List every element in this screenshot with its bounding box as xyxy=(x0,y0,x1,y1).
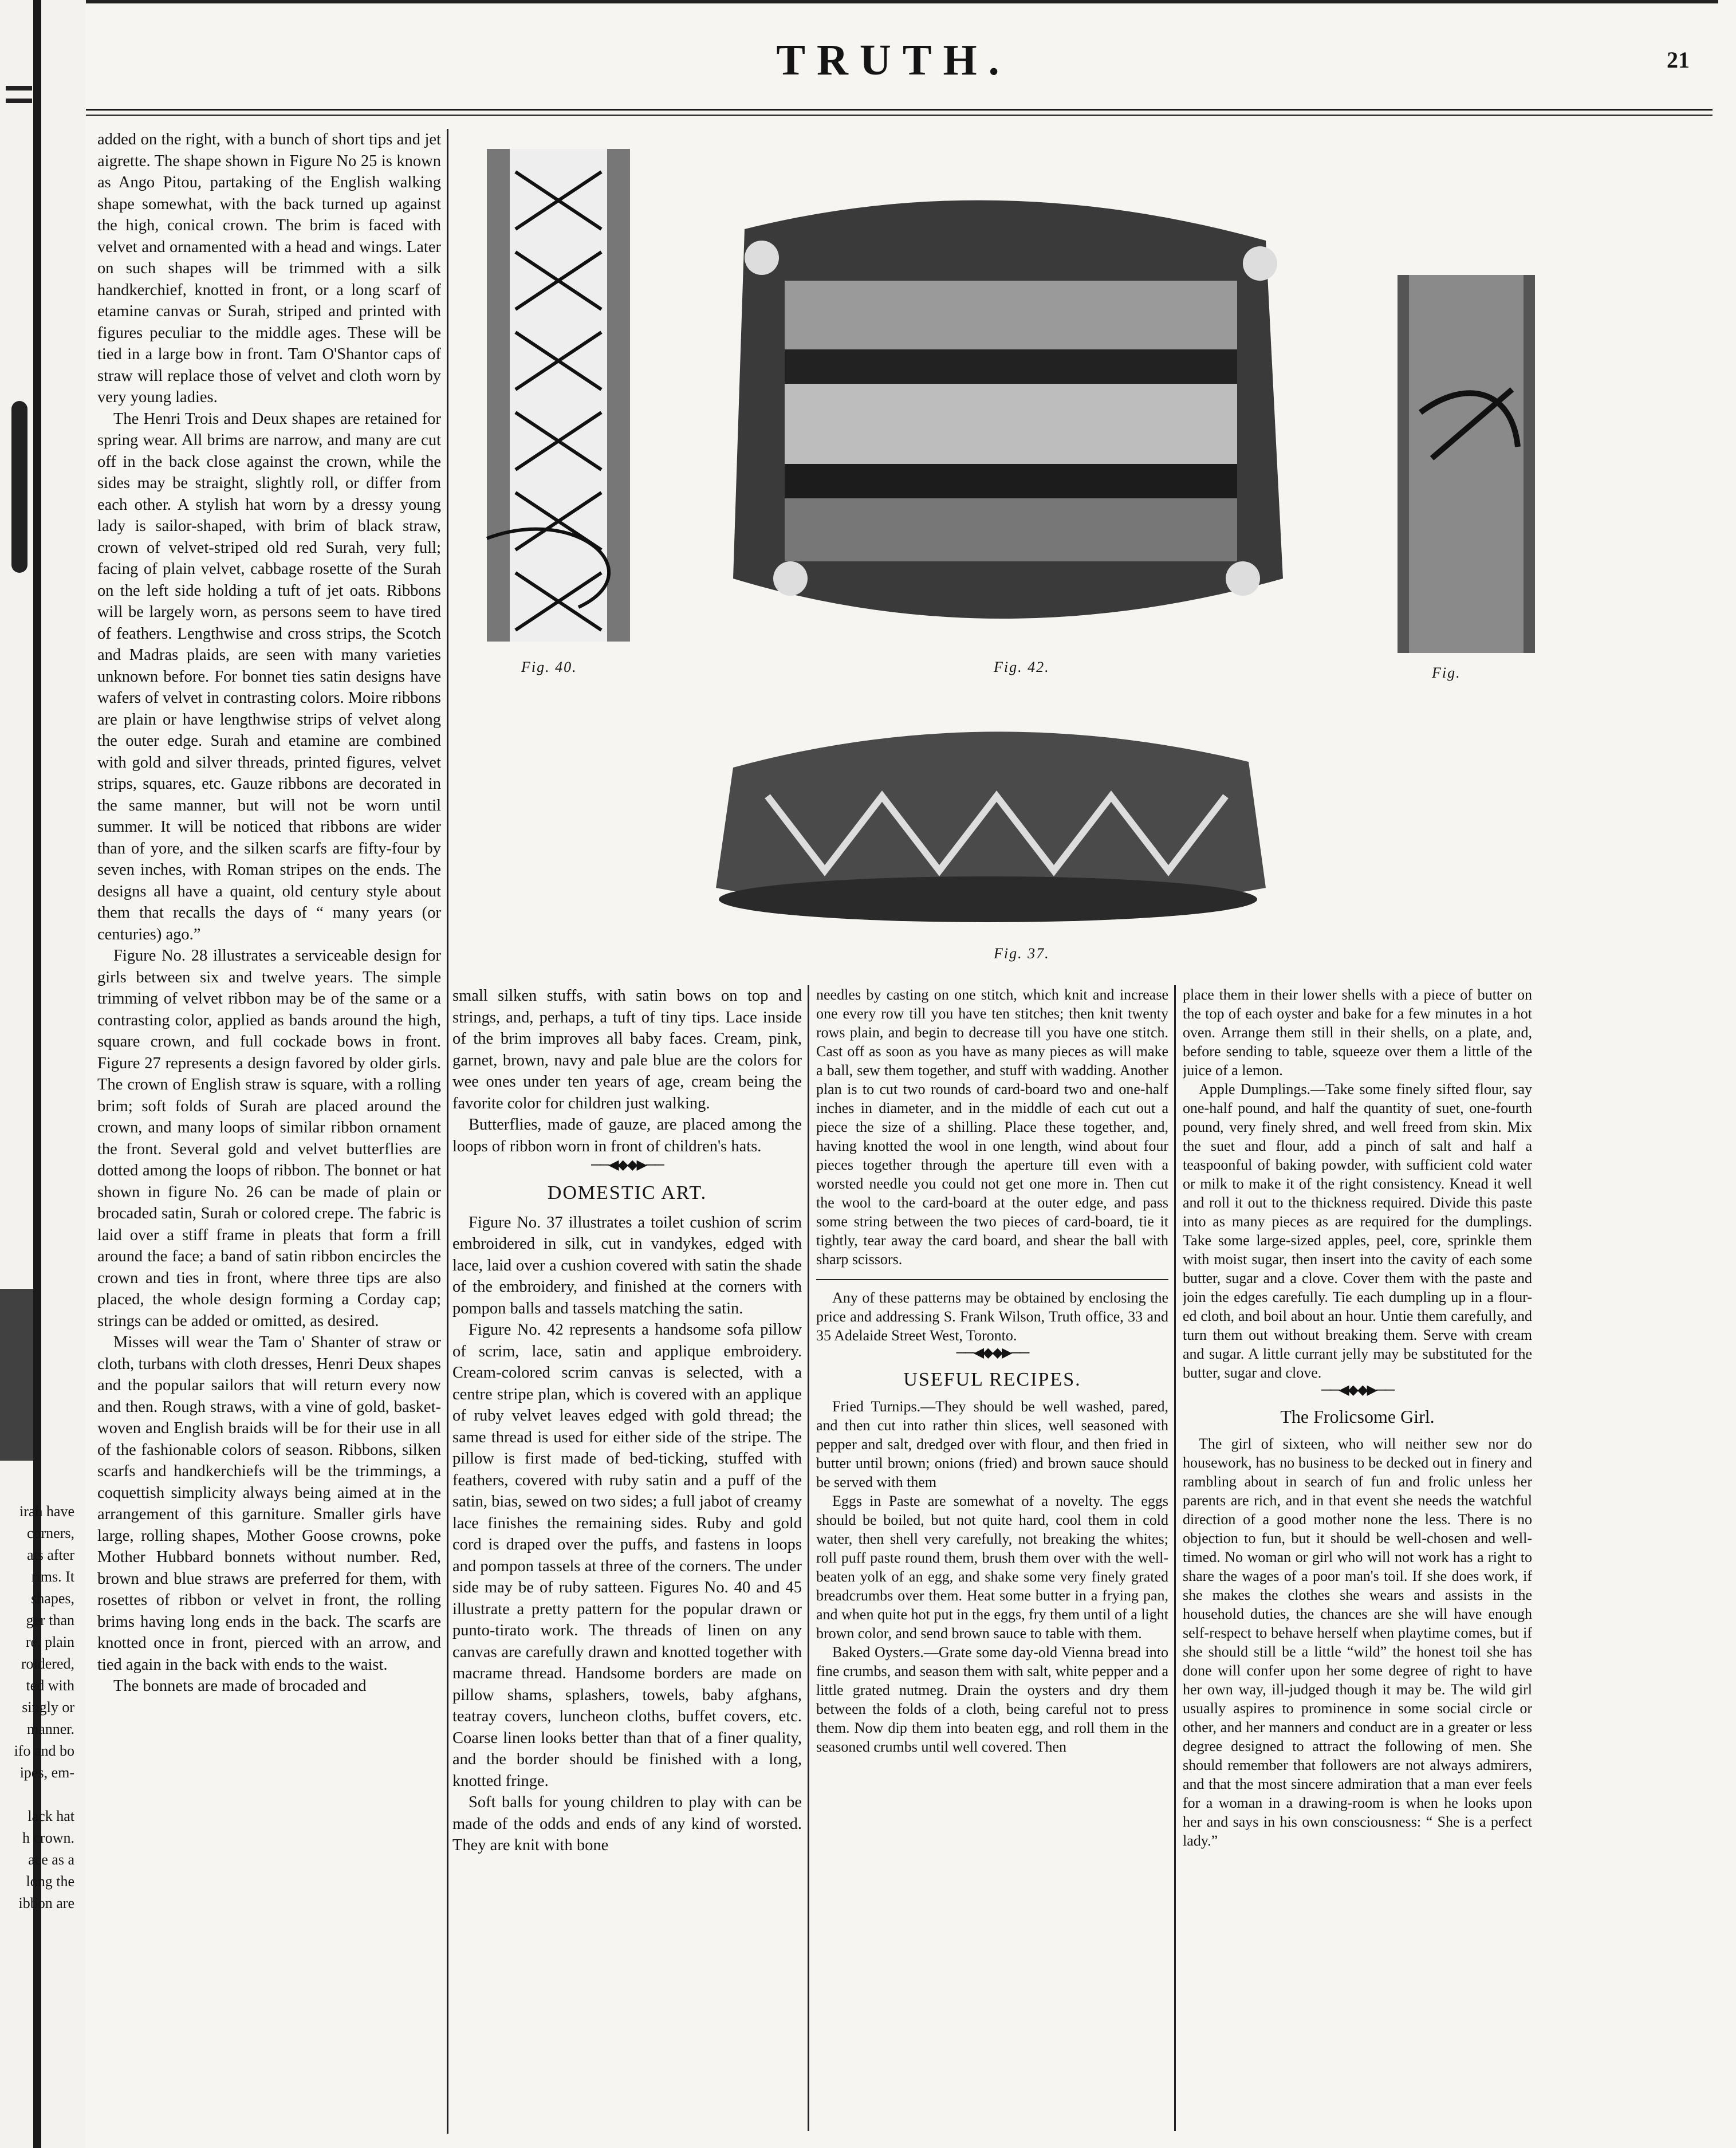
figure-40-caption: Fig. 40. xyxy=(521,659,577,675)
masthead: TRUTH. xyxy=(776,36,1011,84)
figure-42-caption: Fig. 42. xyxy=(994,659,1050,675)
divider-ornament: ──◀◆◆▶── xyxy=(591,1158,663,1173)
paragraph: Misses will wear the Tam o' Shanter of straw or cloth, turbans with cloth dresses, Henri Deux shapes and the popular sailors that will return every now and then. Rough straws, with a vine of gold, basket-woven and English braids will be for their use in all of the fashionable colors of season. Ribbons, silken scarfs and handkerchiefs will be the trimmings, a coquettish simplicity always being aimed at in the arrangement of this garniture. Smaller girls have large, rolling shapes, Mother Goose crowns, poke Mother Hubbard bonnets without number. Red, brown and blue straws are preferred for them, with rosettes of ribbon or velvet in front, the rolling brims having long ends in the back. The scarfs are knotted once in front, pierced with an arrow, and tied again in the back with ends to the waist. xyxy=(97,1333,441,1674)
column-4 xyxy=(1183,985,1532,2131)
column-1 xyxy=(97,129,441,2134)
fragment-line: irah have xyxy=(19,1503,74,1520)
fragment-line: rims. It xyxy=(31,1568,74,1585)
paragraph: needles by casting on one stitch, which knit and increase one every row till you have ten stitches; then knit twenty rows plain, and begin to decrease till you have one stitch. Cast off as soon as you have as many pieces as will make a ball, sew them together, and stuff with wadding. Another plan is to cut two rounds of card-board two and one-half inches in diameter, and in the middle of each cut out a piece the size of a shilling. Place these together, and, having knotted the wool in one length, wind about four pieces together through the aperture till even with a worsted needle you could not get one more in. Then cut the wool to the card-board at the outer edge, and pass some string between the two pieces of card-board, tie it tightly, tear away the card board, and shear the ball with sharp scissors. xyxy=(816,986,1168,1268)
paragraph: Butterflies, made of gauze, are placed among the loops of ribbon worn in front of children's hats. xyxy=(452,1116,802,1155)
divider-ornament xyxy=(816,1279,1168,1282)
fragment-line: ats after xyxy=(26,1547,74,1563)
paragraph: Figure No. 37 illustrates a toilet cushion of scrim embroidered in silk, cut in vandykes, edged with lace, laid over a cushion covered with satin the shade of the embroidery, and finished at the corners with pompon balls and tassels matching the satin. xyxy=(452,1213,802,1317)
figure-partial-drawn-work xyxy=(1398,275,1535,653)
column-rule xyxy=(447,129,448,2134)
paragraph: place them in their lower shells with a piece of butter on the top of each oyster and bake for a few minutes in a hot oven. Arrange them still in their shells, on a plate, and, before sending to table, squeeze over them a little of the juice of a lemon. xyxy=(1183,986,1532,1079)
edge-mark xyxy=(6,99,32,103)
paragraph: Any of these patterns may be obtained by enclosing the price and addressing S. Frank Wilson, Truth office, 33 and 35 Adelaide Street West, Toronto. xyxy=(816,1289,1168,1344)
header-rule-double xyxy=(86,115,1713,116)
paragraph: Fried Turnips.—They should be well washed, pared, and then cut into rather thin slices, well seasoned with pepper and salt, dredged over with flour, and then fried in butter until brown; onions (fried) and brown sauce should be served with them xyxy=(816,1398,1168,1490)
paragraph: The girl of sixteen, who will neither sew nor do housework, has no business to be decked out in finery and rambling about in search of fun and frolic unless her parents are rich, and in that event she needs the watchful direction of a good mother none the less. There is no objection to fun, but it should be well-chosen and well-timed. No woman or girl who will not work has a right to share the wages of a poor man's toil. If she does work, if she makes the clothes she wears and assists in the household duties, the chances are she will have enough self-respect to behave herself when playtime comes, but if she should still be a little “wild” the honest toil she has done will confer upon her some degree of right to have her own way, ill-judged though it may be. The wild girl usually aspires to prominence in some social circle or other, and her manners and conduct are in a greater or less degree designed to attract the following of men. She should remember that followers are not always admirers, and that the most sincere admiration that a man ever feels for a woman in a drawing-room is when he looks upon her and says in his own consciousness: “ She is a perfect lady.” xyxy=(1183,1435,1532,1849)
adjacent-page-fragments xyxy=(0,1501,74,1914)
column-rule xyxy=(808,985,809,2131)
fragment-line: ifo and bo xyxy=(14,1742,74,1759)
figure-40-drawn-work xyxy=(464,137,653,653)
figure-42-sofa-pillow xyxy=(710,143,1300,653)
paragraph: Soft balls for young children to play with can be made of the odds and ends of any kind of worsted. They are knit with bone xyxy=(452,1793,802,1854)
edge-mark xyxy=(6,86,32,91)
top-rule xyxy=(86,0,1718,3)
fragment-line: singly or xyxy=(22,1699,74,1716)
fragment-line: lack hat xyxy=(27,1808,74,1824)
paragraph: Figure No. 42 represents a handsome sofa pillow of scrim, lace, satin and applique embroidery. Cream-colored scrim canvas is selected, with a centre stripe plan, which is covered with an applique of ruby velvet leaves edged with gold thread; the same thread is used for either side of the stripe. The pillow is first made of bed-ticking, stuffed with feathers, covered with ruby satin and a puff of the satin, bias, sewed on two sides; a full jabot of creamy lace finishes the remaining sides. Ruby and gold cord is draped over the puffs, and fastens in loops and pompon tassels at three of the corners. The under side may be of ruby satteen. Figures No. 40 and 45 illustrate a pretty pattern for the popular drawn or punto-tirato work. The threads of linen on any canvas are carefully drawn and knotted together with macrame thread. Handsome borders are made on pillow shams, splashers, towels, baby afghans, teatray covers, luncheon cloths, buffet covers, etc. Coarse linen looks better than that of a finer quality, and the border should be finished with a long, knotted fringe. xyxy=(452,1321,802,1790)
paragraph: Baked Oysters.—Grate some day-old Vienna bread into fine crumbs, and season them with salt, white pepper and a little grated nutmeg. Drain the oysters and dry them between the folds of a cloth, being careful not to press them. Now dip them into beaten egg, and roll them in the seasoned crumbs until well covered. Then xyxy=(816,1644,1168,1755)
paragraph: Figure No. 28 illustrates a serviceable design for girls between six and twelve years. The simple trimming of velvet ribbon may be of the same or a contrasting color, applied as bands around the high, square crown, and full cockade bows in front. Figure 27 represents a design favored by older girls. The crown of English straw is square, with a rolling brim; soft folds of Surah are placed around the crown, and many loops of similar ribbon ornament the front. Several gold and velvet butterflies are dotted among the loops of ribbon. The bonnet or hat shown in figure No. 26 can be made of plain or brocaded satin, Surah or colored crepe. The fabric is laid over a stiff frame in pleats that form a frill around the face; a band of satin ribbon encircles the crown and ties in front, where three tips are also placed, the whole design forming a Corday cap; strings can be added or omitted, as desired. xyxy=(97,947,441,1330)
fragment-line: corners, xyxy=(26,1525,74,1541)
fragment-line: ipes, em- xyxy=(19,1764,74,1781)
paragraph: Eggs in Paste are somewhat of a novelty. The eggs should be boiled, but not quite hard, cool them in cold water, then shell very carefully, not breaking the whites; roll puff paste round them, brush them over with the well-beaten yolk of an egg, and shake some very finely grated breadcrumbs over them. Heat some butter in a frying pan, and when quite hot put in the eggs, fry them until of a light brown color, and send brown sauce to table with them. xyxy=(816,1493,1168,1642)
fragment-line xyxy=(0,1784,74,1805)
paragraph: The bonnets are made of brocaded and xyxy=(113,1677,367,1695)
paragraph: added on the right, with a bunch of short tips and jet aigrette. The shape shown in Figure No 25 is known as Ango Pitou, partaking of the English walking shape somewhat, with the back turned up against the high, conical crown. The brim is faced with velvet and ornamented with a head and wings. Later on such shapes will be trimmed with a silk handkerchief, knotted in front, or a long scarf of etamine canvas or Surah, striped and printed with figures peculiar to the middle ages. These will be tied in a large bow in front. Tam O'Shantor caps of straw will replace those of velvet and cloth worn by very young ladies. xyxy=(97,131,441,406)
fragment-line: ger than xyxy=(26,1612,74,1628)
edge-illustration-fragment xyxy=(0,1289,33,1461)
paragraph: The Henri Trois and Deux shapes are retained for spring wear. All brims are narrow, and many are cut off in the back close against the crown, while the sides may be straight, slightly roll, or differ from each other. A stylish hat worn by a dressy young lady is sailor-shaped, with brim of black straw, crown of velvet-striped old red Surah, very full; facing of plain velvet, cabbage rosette of the Surah on the left side holding a tuft of jet oats. Ribbons will be largely worn, as persons seem to have tired of feathers. Lengthwise and cross strips, the Scotch and Madras plaids, are seen with many varieties unknown before. For bonnet ties satin designs have wafers of velvet in contrasting colors. Moire ribbons are plain or have lengthwise strips of velvet along the outer edge. Surah and etamine are combined with gold and silver threads, printed figures, velvet strips, squares, etc. Gauze ribbons are decorated in the same manner, but will not be worn until summer. It will be noticed that ribbons are wider than of yore, and the silken scarfs are fifty-four by seven inches, with Roman stripes on the ends. The designs all have a quaint, old century style about them that recalls the days of “ many years (or centuries) ago.” xyxy=(97,410,441,943)
header-rule xyxy=(86,109,1713,111)
fragment-line: h crown. xyxy=(22,1830,74,1846)
heading-frolicsome-girl: The Frolicsome Girl. xyxy=(1280,1406,1435,1427)
paragraph: Apple Dumplings.—Take some finely sifted flour, say one-half pound, and half the quantity of suet, one-fourth pound, very finely shred, and well freed from skin. Mix the suet and flour, add a pinch of salt and half a teaspoonful of baking powder, with sufficient cold water or milk to make it of the right consistency. Knead it well and roll it out to the thickness required. Divide this paste into as many pieces as are required for the dumplings. Take some large-sized apples, peel, core, sprinkle them with moist sugar, then insert into the cavity of each some butter, sugar and a clove. Cover them with the paste and join the edges carefully. Tie each dumpling up in a flour-ed cloth, and boil about an hour. Untie them carefully, and turn them out without breaking them. Serve with cream and sugar. A little currant jelly may be substituted for the butter, sugar and clove. xyxy=(1183,1081,1532,1381)
fragment-line: roidered, xyxy=(21,1655,74,1672)
paragraph: small silken stuffs, with satin bows on top and strings, and, perhaps, a tuft of tiny tips. Lace inside of the brim improves all baby faces. Cream, pink, garnet, brown, navy and pale blue are the colors for wee ones under ten years of age, cream being the favorite color for children just walking. xyxy=(452,987,802,1112)
column-3 xyxy=(816,985,1168,2131)
figure-37-caption: Fig. 37. xyxy=(994,945,1050,962)
fragment-line: long the xyxy=(26,1873,74,1890)
fragment-line: manner. xyxy=(26,1721,74,1737)
fragment-line: ace as a xyxy=(28,1851,74,1868)
fragment-line: shapes, xyxy=(31,1590,74,1607)
page-header xyxy=(86,34,1701,109)
figure-37-toilet-cushion xyxy=(699,699,1277,939)
fragment-line: ibbon are xyxy=(18,1895,74,1911)
fragment-line: re, plain xyxy=(25,1634,74,1650)
divider-ornament: ──◀◆◆▶── xyxy=(1321,1383,1393,1398)
figure-caption: Fig. xyxy=(1432,664,1461,681)
heading-useful-recipes: USEFUL RECIPES. xyxy=(903,1369,1081,1390)
divider-ornament: ──◀◆◆▶── xyxy=(956,1346,1029,1360)
heading-domestic-art: DOMESTIC ART. xyxy=(547,1182,707,1203)
edge-mark xyxy=(11,401,27,573)
page-number: 21 xyxy=(1667,47,1690,73)
fragment-line: ted with xyxy=(26,1677,74,1694)
column-rule xyxy=(1174,985,1176,2131)
column-2 xyxy=(452,985,802,2131)
